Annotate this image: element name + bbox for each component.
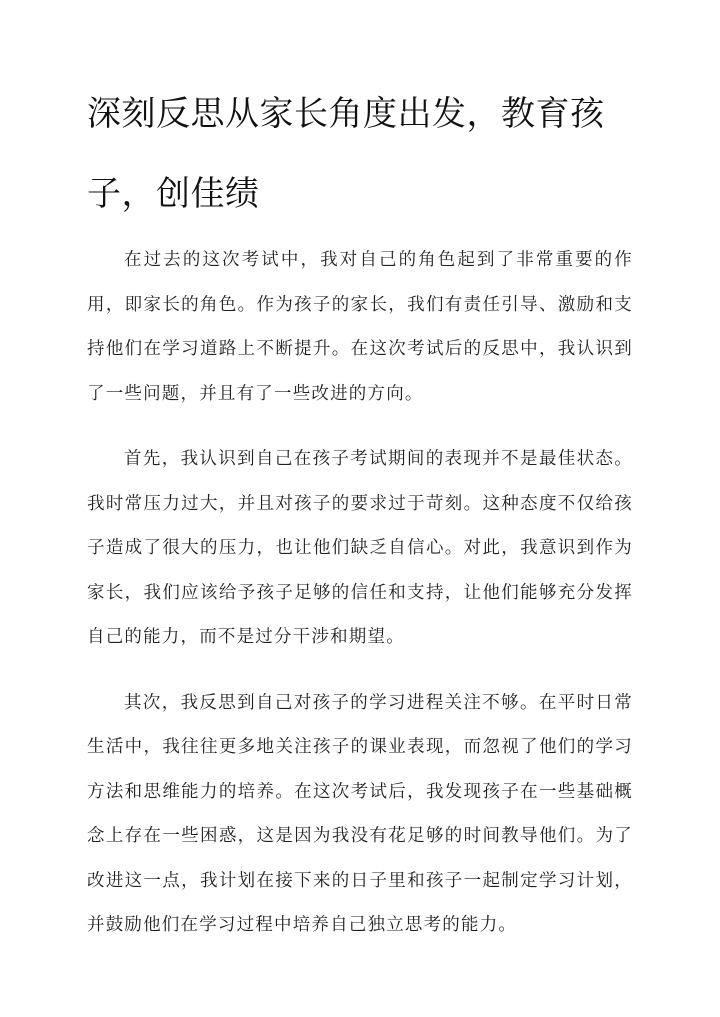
- paragraph-1: 在过去的这次考试中，我对自己的角色起到了非常重要的作用，即家长的角色。作为孩子的家长，我们有责任引导、激励和支持他们在学习道路上不断提升。在这次考试后的反思中，我认识到了一些问题，并且有了一些改进的方向。: [87, 250, 633, 404]
- document-body: [87, 238, 633, 969]
- paragraph-2: 首先，我认识到自己在孩子考试期间的表现并不是最佳状态。我时常压力过大，并且对孩子的要求过于苛刻。这种态度不仅给孩子造成了很大的压力，也让他们缺乏自信心。对此，我意识到作为家长，我们应该给予孩子足够的信任和支持，让他们能够充分发挥自己的能力，而不是过分干涉和期望。: [87, 449, 633, 647]
- page-title: 深刻反思从家长角度出发，教育孩子，创佳绩: [87, 94, 605, 214]
- paragraph-3: 其次，我反思到自己对孩子的学习进程关注不够。在平时日常生活中，我往往更多地关注孩子的课业表现，而忽视了他们的学习方法和思维能力的培养。在这次考试后，我发现孩子在一些基础概念上存在一些困惑，这是因为我没有花足够的时间教导他们。为了改进这一点，我计划在接下来的日子里和孩子一起制定学习计划，并鼓励他们在学习过程中培养自己独立思考的能力。: [87, 692, 633, 935]
